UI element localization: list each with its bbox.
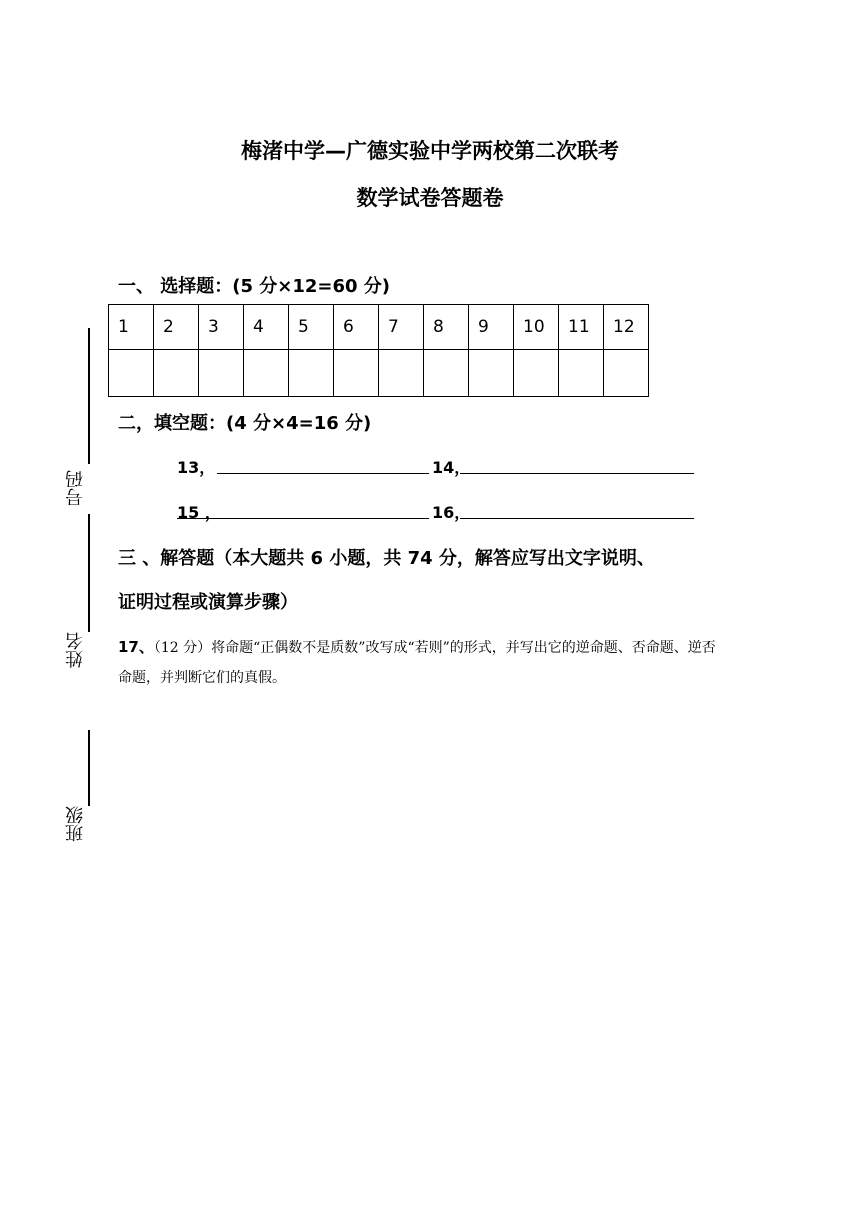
class-label: 班级 [65,806,86,842]
answer-cell[interactable] [379,350,424,397]
answer-line-14[interactable] [460,473,694,474]
question-number-cell: 11 [559,305,604,350]
answer-grid-number-row [109,305,649,350]
answer-cell[interactable] [334,350,379,397]
answer-cell[interactable] [559,350,604,397]
answer-cell[interactable] [604,350,649,397]
question-number-cell: 12 [604,305,649,350]
question-number-cell: 10 [514,305,559,350]
question-number-cell: 1 [109,305,154,350]
blank-label-13: 13， [177,458,216,477]
exam-title: 梅渚中学—广德实验中学两校第二次联考 [241,139,619,163]
answer-cell[interactable] [244,350,289,397]
answer-line-16[interactable] [460,518,694,519]
section-problem-solving-heading-line2: 证明过程或演算步骤） [118,592,298,613]
answer-line-15[interactable] [177,518,429,519]
question-number-cell: 6 [334,305,379,350]
answer-sheet-subtitle: 数学试卷答题卷 [356,186,504,210]
question-number-cell: 4 [244,305,289,350]
answer-grid-answer-row [109,350,649,397]
blank-label-16: 16， [432,503,471,522]
exam-number-fill-line[interactable] [88,328,90,464]
question-number-cell: 7 [379,305,424,350]
answer-cell[interactable] [514,350,559,397]
answer-cell[interactable] [424,350,469,397]
blank-label-15: 15 ， [177,503,221,522]
answer-grid [108,304,649,397]
answer-cell[interactable] [469,350,514,397]
name-fill-line[interactable] [88,514,90,632]
answer-cell[interactable] [199,350,244,397]
question-number-cell: 2 [154,305,199,350]
section-problem-solving-heading-line1: 三 、解答题（本大题共 6 小题，共 74 分，解答应写出文字说明、 [118,548,655,569]
question-number-cell: 3 [199,305,244,350]
section-fill-in-heading: 二，填空题：(4 分×4=16 分) [118,413,372,434]
question-number-cell: 9 [469,305,514,350]
class-fill-line[interactable] [88,730,90,806]
question-17-number: 17、 [118,638,154,656]
section-multiple-choice-heading: 一、 选择题：(5 分×12=60 分) [118,276,391,297]
answer-cell[interactable] [289,350,334,397]
question-number-cell: 8 [424,305,469,350]
blank-label-14: 14， [432,458,471,477]
question-number-cell: 5 [289,305,334,350]
question-17 [118,632,718,693]
name-label: 姓名 [65,632,86,668]
answer-cell[interactable] [154,350,199,397]
answer-line-13[interactable] [217,473,429,474]
answer-cell[interactable] [109,350,154,397]
question-17-text: （12 分）将命题“正偶数不是质数”改写成“若则”的形式，并写出它的逆命题、否命题、逆否命题，并判断它们的真假。 [118,640,716,686]
exam-number-label: 号码 [65,470,86,506]
